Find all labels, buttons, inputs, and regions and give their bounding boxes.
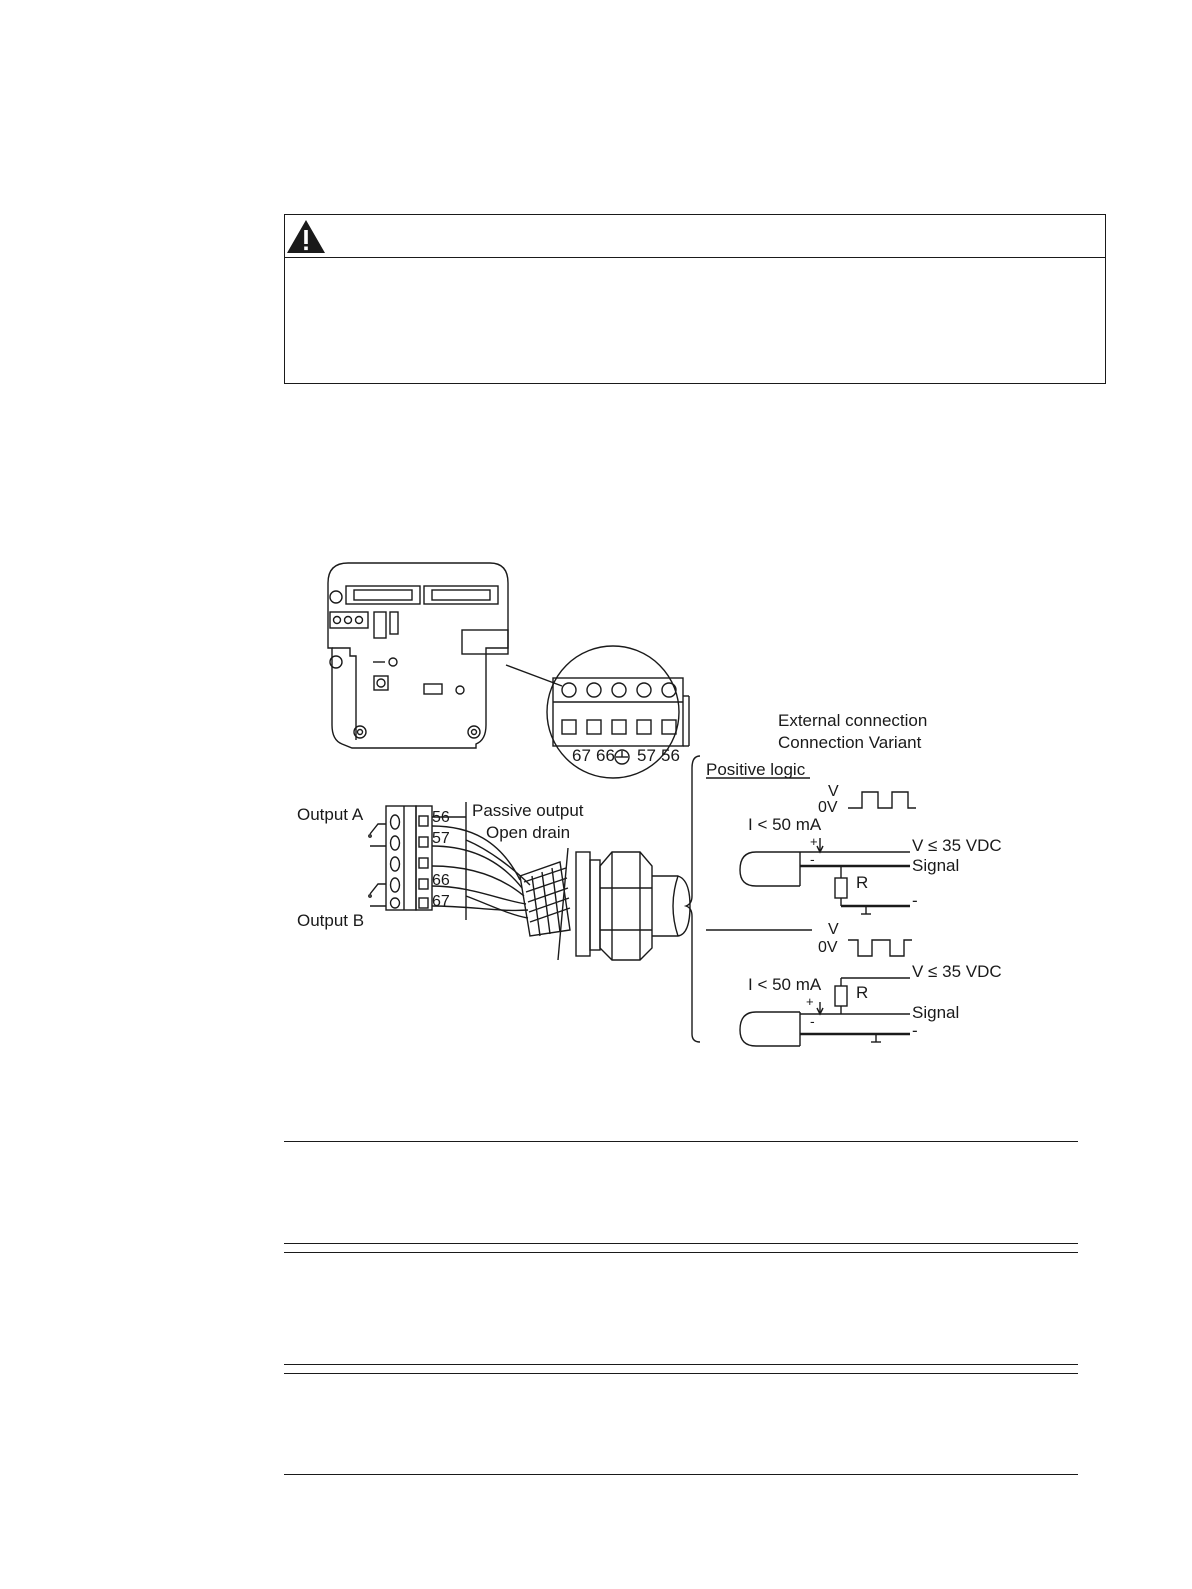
- pos-resistor-label: R: [856, 873, 869, 892]
- neg-plus-label: +: [806, 994, 814, 1009]
- neg-minus-label: -: [810, 1013, 815, 1029]
- pos-v-label: V: [828, 783, 839, 800]
- note-rule-bottom-2: [284, 1364, 1078, 1365]
- pos-plus-label: +: [810, 834, 818, 849]
- output-a-label: Output A: [297, 805, 364, 824]
- terminal-label-67: 67: [572, 746, 591, 765]
- connection-variant-title: Connection Variant: [778, 733, 922, 752]
- terminal-label-57: 57: [637, 746, 656, 765]
- note-rule-bottom-1: [284, 1243, 1078, 1244]
- left-terminal-57: 57: [432, 830, 450, 847]
- cable-gland: [558, 848, 690, 960]
- note-block-1: [284, 1142, 1078, 1242]
- pos-minus-label: -: [810, 851, 815, 867]
- output-terminal-block: [369, 802, 466, 920]
- neg-resistor-label: R: [856, 983, 869, 1002]
- note-block-2: [284, 1253, 1078, 1363]
- note-rule-bottom-3: [284, 1474, 1078, 1475]
- terminal-label-56: 56: [661, 746, 680, 765]
- neg-current-label: I < 50 mA: [748, 975, 822, 994]
- terminal-label-66: 66: [596, 746, 615, 765]
- open-drain-label: Open drain: [486, 823, 571, 842]
- output-b-label: Output B: [297, 911, 365, 930]
- neg-0v-label: 0V: [818, 939, 838, 956]
- neg-v-label: V: [828, 921, 839, 938]
- neg-signal-label: Signal: [912, 1003, 960, 1022]
- left-terminal-66: 66: [432, 872, 450, 889]
- pos-0v-label: 0V: [818, 799, 838, 816]
- pos-current-label: I < 50 mA: [748, 815, 822, 834]
- left-terminal-67: 67: [432, 893, 450, 910]
- external-connection-title: External connection: [778, 711, 928, 730]
- connection-bracket: [686, 756, 700, 1042]
- passive-output-label: Passive output: [472, 801, 584, 820]
- circuit-board: [328, 563, 508, 748]
- left-terminal-56: 56: [432, 809, 450, 826]
- neg-voltage-label: V ≤ 35 VDC: [912, 962, 1002, 981]
- pos-ground-minus-label: -: [912, 891, 918, 910]
- pos-signal-label: Signal: [912, 856, 960, 875]
- note-block-3: [284, 1374, 1078, 1474]
- neg-ground-minus-label: -: [912, 1021, 918, 1040]
- positive-logic-label: Positive logic: [706, 760, 806, 779]
- pos-voltage-label: V ≤ 35 VDC: [912, 836, 1002, 855]
- braided-shield: [520, 862, 570, 936]
